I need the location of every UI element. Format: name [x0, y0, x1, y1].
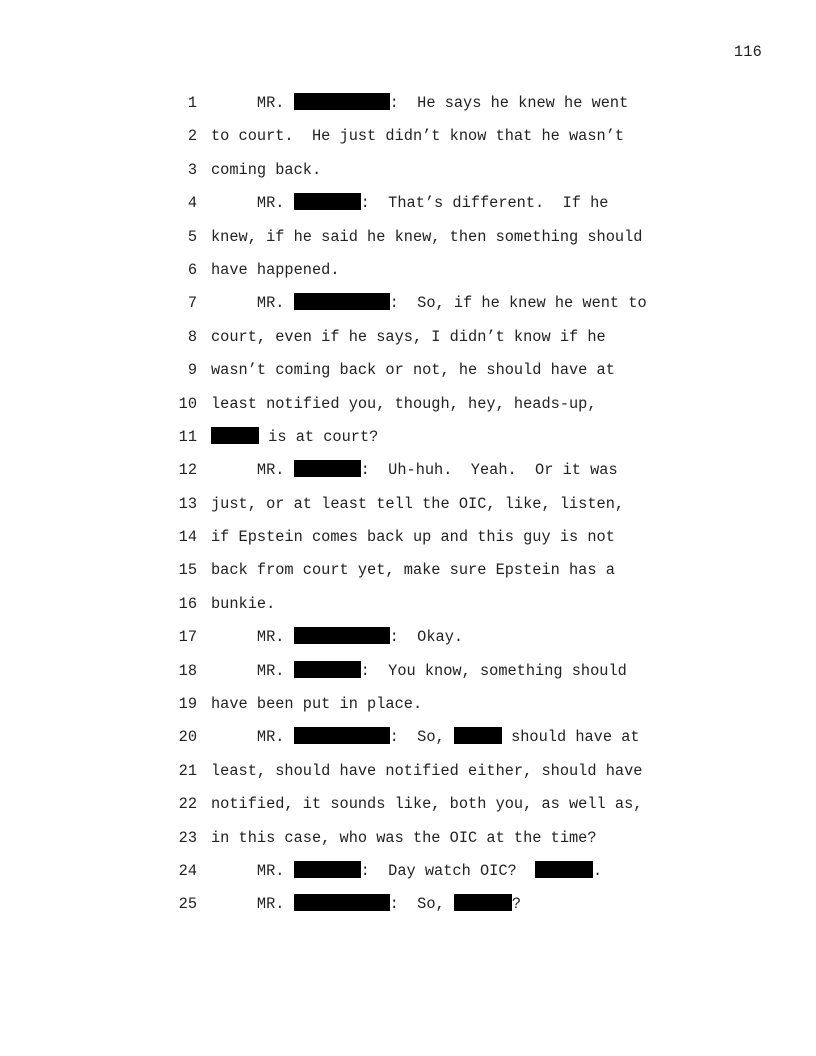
text-segment: MR.	[211, 728, 294, 747]
line-number: 9	[187, 361, 197, 380]
text-segment: MR.	[211, 861, 294, 880]
text-segment: is at court?	[259, 427, 379, 446]
line-number: 16	[178, 594, 197, 613]
redaction-block	[294, 193, 361, 210]
text-segment: MR.	[211, 294, 294, 313]
line-text	[211, 457, 618, 483]
line-number: 2	[187, 127, 197, 146]
redaction-block	[454, 894, 512, 911]
transcript-line	[0, 123, 816, 156]
redaction-block	[294, 727, 390, 744]
text-segment: MR.	[211, 895, 294, 914]
text-segment: .	[593, 861, 603, 880]
line-text	[211, 858, 602, 884]
line-number: 7	[187, 294, 197, 313]
transcript-line	[0, 858, 816, 891]
line-number: 23	[178, 828, 197, 847]
line-text: coming back.	[211, 160, 322, 179]
redaction-block	[294, 293, 390, 310]
line-text: bunkie.	[211, 594, 276, 613]
line-number: 20	[178, 728, 197, 747]
text-segment: : Okay.	[389, 628, 464, 647]
transcript-line	[0, 557, 816, 590]
line-text	[211, 424, 378, 450]
line-number: 1	[187, 94, 197, 112]
line-number: 24	[178, 861, 197, 880]
transcript-line	[0, 190, 816, 223]
line-number: 17	[178, 628, 197, 647]
line-text	[211, 90, 628, 116]
redaction-block	[294, 894, 390, 911]
redaction-block	[535, 861, 593, 878]
text-segment: : You know, something should	[360, 661, 627, 680]
transcript-line	[0, 257, 816, 290]
text-segment: : That’s different. If he	[360, 194, 609, 213]
line-number: 10	[178, 394, 197, 413]
line-number: 25	[178, 895, 197, 914]
page-number: 116	[733, 43, 762, 61]
line-number: 13	[178, 494, 197, 513]
redaction-block	[294, 460, 361, 477]
transcript-line	[0, 758, 816, 791]
transcript-line	[0, 324, 816, 357]
transcript-line	[0, 90, 816, 123]
redaction-block	[294, 861, 361, 878]
text-segment: MR.	[211, 194, 294, 213]
line-text: to court. He just didn’t know that he wasn’t	[211, 127, 625, 146]
line-text: knew, if he said he knew, then something should	[211, 227, 643, 246]
line-text	[211, 190, 608, 216]
line-number: 6	[187, 260, 197, 279]
text-segment: MR.	[211, 94, 294, 112]
text-segment: : So,	[389, 728, 454, 747]
text-segment: ?	[511, 895, 522, 914]
line-number: 12	[178, 461, 197, 480]
line-text: if Epstein comes back up and this guy is not	[211, 528, 615, 547]
text-segment: : Day watch OIC?	[360, 861, 536, 880]
line-text: court, even if he says, I didn’t know if he	[211, 327, 606, 346]
line-text: just, or at least tell the OIC, like, listen,	[211, 494, 625, 513]
transcript-line	[0, 491, 816, 524]
transcript-line	[0, 891, 816, 924]
transcript-line	[0, 357, 816, 390]
text-segment: should have at	[501, 728, 640, 747]
transcript-line	[0, 825, 816, 858]
line-number: 22	[178, 795, 197, 814]
line-number: 11	[178, 427, 197, 446]
line-number: 15	[178, 561, 197, 580]
line-number: 18	[178, 661, 197, 680]
text-segment: MR.	[211, 461, 294, 480]
transcript-line	[0, 658, 816, 691]
line-text	[211, 658, 627, 684]
line-text: have been put in place.	[211, 695, 423, 714]
text-segment: : He says he knew he went	[389, 94, 629, 112]
text-segment: MR.	[211, 661, 294, 680]
line-text: back from court yet, make sure Epstein has a	[211, 561, 615, 580]
transcript-line	[0, 524, 816, 557]
line-text	[211, 891, 521, 917]
line-text: wasn’t coming back or not, he should have at	[211, 361, 615, 380]
line-number: 4	[187, 194, 197, 213]
line-number: 3	[187, 160, 197, 179]
text-segment: : So,	[389, 895, 454, 914]
transcript-line	[0, 724, 816, 757]
line-text: have happened.	[211, 260, 340, 279]
transcript-line	[0, 591, 816, 624]
line-text	[211, 724, 640, 750]
text-segment: : So, if he knew he went to	[389, 294, 647, 313]
transcript-line	[0, 691, 816, 724]
redaction-block	[211, 427, 259, 444]
line-text: notified, it sounds like, both you, as well as,	[211, 795, 643, 814]
line-number: 21	[178, 761, 197, 780]
line-text	[211, 624, 463, 650]
redaction-block	[294, 661, 361, 678]
transcript-line	[0, 391, 816, 424]
transcript-line	[0, 624, 816, 657]
text-segment: MR.	[211, 628, 294, 647]
line-text: least notified you, though, hey, heads-up,	[211, 394, 597, 413]
redaction-block	[294, 93, 390, 110]
transcript-line	[0, 457, 816, 490]
line-text: least, should have notified either, should have	[211, 761, 643, 780]
line-number: 8	[187, 327, 197, 346]
transcript-body	[0, 90, 816, 925]
transcript-line	[0, 224, 816, 257]
line-text	[211, 290, 647, 316]
text-segment: : Uh-huh. Yeah. Or it was	[360, 461, 618, 480]
transcript-line	[0, 157, 816, 190]
line-number: 14	[178, 528, 197, 547]
line-number: 5	[187, 227, 197, 246]
transcript-line	[0, 791, 816, 824]
line-text: in this case, who was the OIC at the time?	[211, 828, 597, 847]
redaction-block	[294, 627, 390, 644]
line-number: 19	[178, 695, 197, 714]
redaction-block	[454, 727, 502, 744]
transcript-line	[0, 424, 816, 457]
transcript-line	[0, 290, 816, 323]
